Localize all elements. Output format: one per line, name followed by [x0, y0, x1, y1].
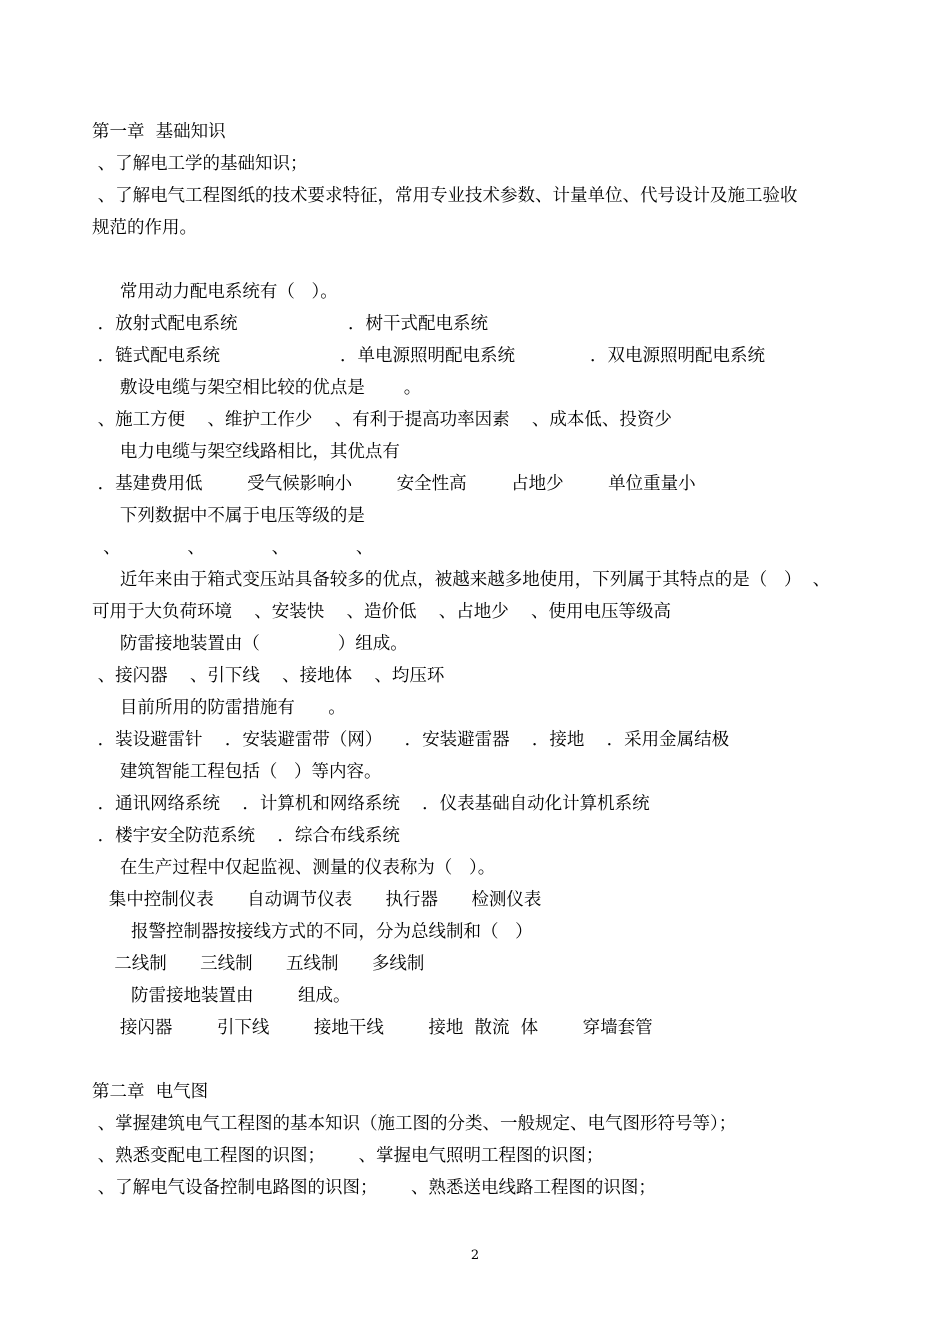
question-9-stem: 在生产过程中仅起监视、测量的仪表称为（ ）。	[92, 858, 496, 878]
question-2-stem: 敷设电缆与架空相比较的优点是 。	[92, 378, 422, 398]
question-2-options: 、施工方便 、维护工作少 、有利于提高功率因素 、成本低、投资少	[92, 410, 672, 430]
question-1-stem: 常用动力配电系统有（ ）。	[92, 282, 338, 302]
chapter-2-requirement-3: 、了解电气设备控制电路图的识图； 、熟悉送电线路工程图的识图；	[92, 1178, 656, 1198]
chapter-1-requirement-2: 、了解电气工程图纸的技术要求特征，常用专业技术参数、计量单位、代号设计及施工验收	[92, 186, 798, 206]
chapter-1-requirement-2-cont: 规范的作用。	[92, 218, 197, 238]
question-1-option-d: ．单电源照明配电系统	[340, 346, 515, 366]
question-1-options-row-1	[92, 308, 872, 340]
question-1-option-c: ．链式配电系统	[92, 346, 221, 366]
question-6-options: 、接闪器 、引下线 、接地体 、均压环	[92, 666, 445, 686]
question-3-stem: 电力电缆与架空线路相比，其优点有	[92, 442, 400, 462]
question-5-options: 可用于大负荷环境 、安装快 、造价低 、占地少 、使用电压等级高	[92, 602, 672, 622]
question-6-stem: 防雷接地装置由（ ）组成。	[92, 634, 408, 654]
question-4-options: 、 、 、 、	[92, 538, 374, 558]
chapter-2-title: 第二章 电气图	[92, 1082, 209, 1102]
question-8-stem: 建筑智能工程包括（ ）等内容。	[92, 762, 382, 782]
question-8-options-row-1: ．通讯网络系统 ．计算机和网络系统 ．仪表基础自动化计算机系统	[92, 794, 650, 814]
question-11-options: 接闪器 引下线 接地干线 接地 散流 体 穿墙套管	[92, 1018, 653, 1038]
question-7-stem: 目前所用的防雷措施有 。	[92, 698, 346, 718]
chapter-1-requirement-1: 、了解电工学的基础知识；	[92, 154, 308, 174]
question-11-stem: 防雷接地装置由 组成。	[92, 986, 351, 1006]
question-8-options-row-2: ．楼宇安全防范系统 ．综合布线系统	[92, 826, 400, 846]
question-7-options: ．装设避雷针 ．安装避雷带（网） ．安装避雷器 ．接地 ．采用金属结极	[92, 730, 730, 750]
question-1-option-a: ．放射式配电系统	[92, 314, 238, 334]
question-10-stem: 报警控制器按接线方式的不同，分为总线制和（ ）	[92, 922, 533, 942]
question-5-stem: 近年来由于箱式变压站具备较多的优点，被越来越多地使用，下列属于其特点的是（ ） 、	[92, 570, 831, 590]
chapter-1-title: 第一章 基础知识	[92, 122, 226, 142]
page-number: 2	[470, 1248, 480, 1263]
question-3-options: ．基建费用低 受气候影响小 安全性高 占地少 单位重量小	[92, 474, 696, 494]
question-1-option-b: ．树干式配电系统	[348, 314, 488, 334]
chapter-2-requirement-1: 、掌握建筑电气工程图的基本知识（施工图的分类、一般规定、电气图形符号等）；	[92, 1114, 737, 1134]
question-1-options-row-2	[92, 340, 872, 372]
chapter-2-requirement-2: 、熟悉变配电工程图的识图； 、掌握电气照明工程图的识图；	[92, 1146, 604, 1166]
question-10-options: 二线制 三线制 五线制 多线制	[92, 954, 425, 974]
question-9-options: 集中控制仪表 自动调节仪表 执行器 检测仪表	[92, 890, 542, 910]
question-1-option-e: ．双电源照明配电系统	[590, 346, 765, 366]
question-4-stem: 下列数据中不属于电压等级的是	[92, 506, 365, 526]
